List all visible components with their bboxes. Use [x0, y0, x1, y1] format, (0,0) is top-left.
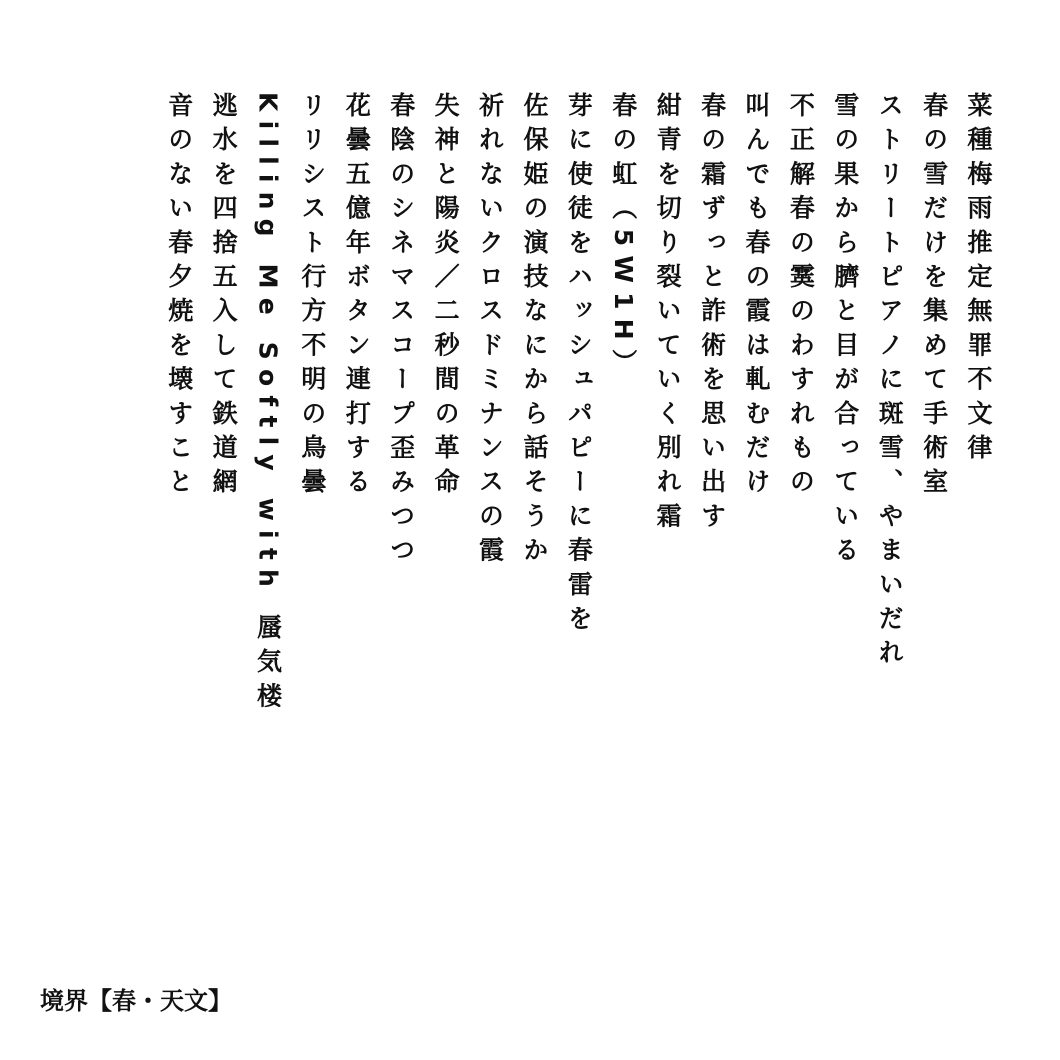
- poem-title: 境界【春・天文】: [40, 987, 232, 1015]
- poem-line-7: 春の霜ずっと詐術を思い出す: [697, 92, 727, 537]
- poem-line-8: 紺青を切り裂いていく別れ霜: [653, 92, 683, 537]
- poem-line-2: 春の雪だけを集めて手術室: [919, 92, 949, 503]
- poem-line-17: Killing Me Softly with 蜃気楼: [253, 92, 283, 717]
- poem-line-4: 雪の果から臍と目が合っている: [830, 92, 860, 571]
- poem-line-19: 音のない春夕焼を壊すこと: [164, 92, 194, 503]
- poem-line-9: 春の虹（5W1H）: [608, 92, 638, 384]
- poem-line-1: 菜種梅雨推定無罪不文律: [964, 92, 993, 469]
- poem-line-5: 不正解春の霙のわすれもの: [786, 92, 816, 503]
- poem-column-block: [156, 92, 1000, 992]
- poem-line-15: 花曇五億年ボタン連打する: [342, 92, 372, 503]
- poem-line-12: 祈れないクロスドミナンスの霞: [475, 92, 505, 571]
- poem-line-10: 芽に使徒をハッシュパピーに春雷を: [564, 92, 594, 640]
- poem-line-18: 逃水を四捨五入して鉄道網: [209, 92, 239, 503]
- poem-line-6: 叫んでも春の霞は軋むだけ: [741, 92, 771, 503]
- poem-line-11: 佐保姫の演技なにから話そうか: [519, 92, 549, 571]
- poem-line-14: 春陰のシネマスコープ歪みつつ: [386, 92, 416, 571]
- poem-line-3: ストリートピアノに斑雪、やまいだれ: [875, 92, 905, 674]
- poem-line-13: 失神と陽炎／二秒間の革命: [431, 92, 461, 503]
- poem-line-16: リリシスト行方不明の鳥曇: [297, 92, 327, 503]
